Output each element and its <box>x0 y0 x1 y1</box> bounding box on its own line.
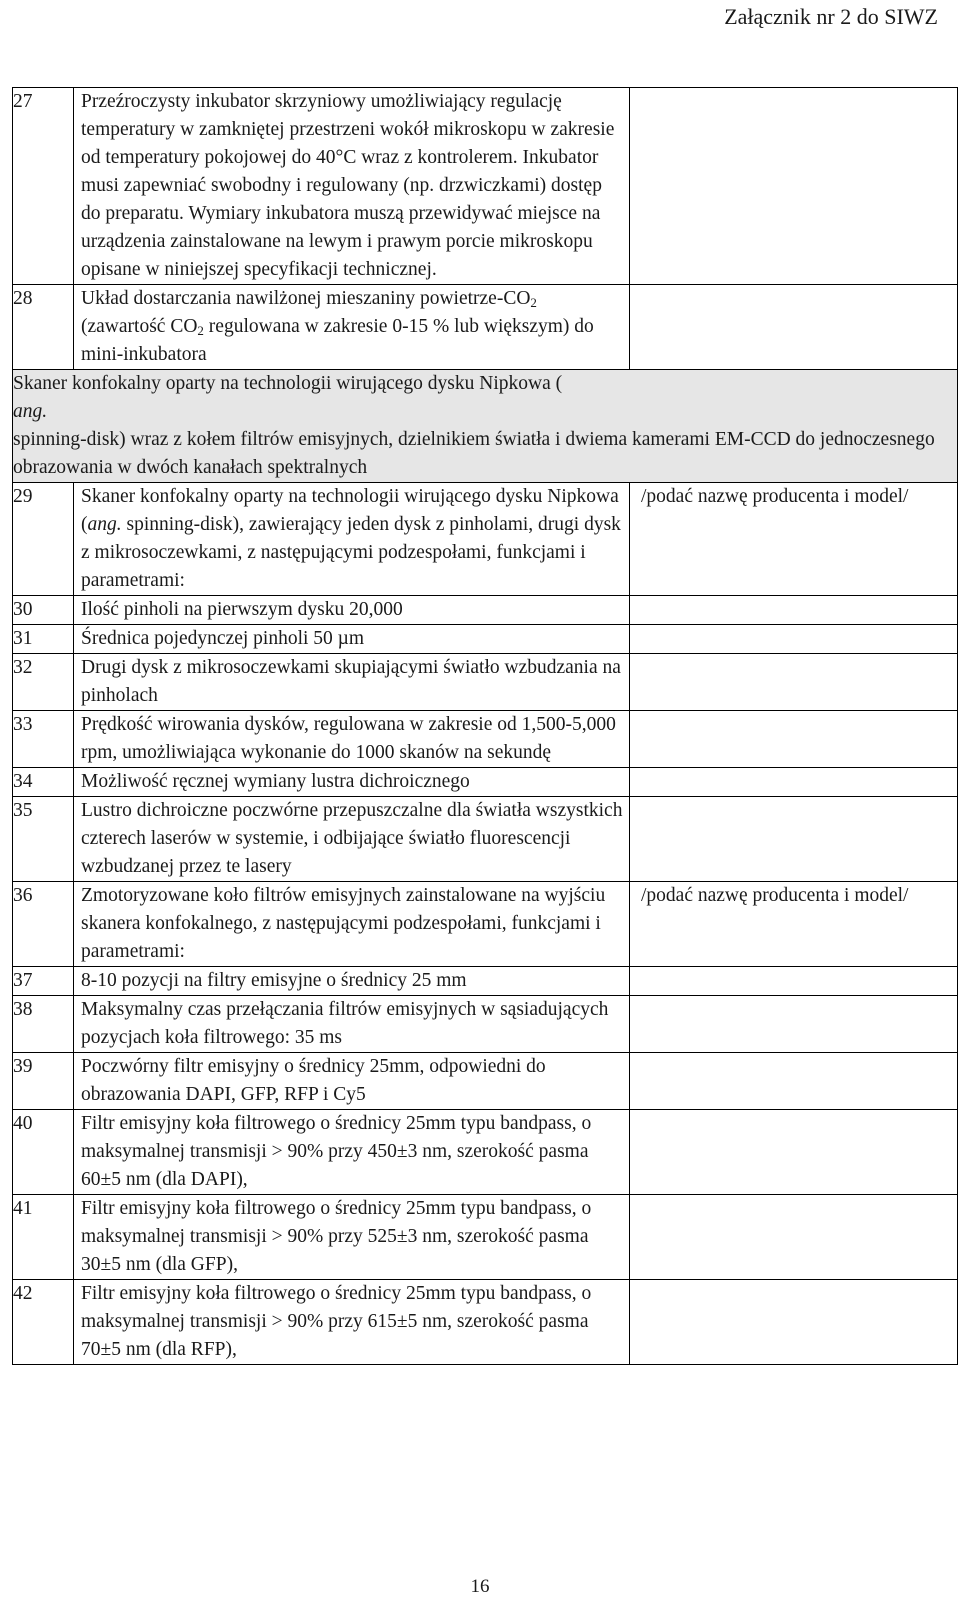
table-row <box>13 1110 958 1195</box>
table-row <box>13 882 958 967</box>
row-number: 31 <box>13 625 74 654</box>
section-heading: Skaner konfokalny oparty na technologii wirującego dysku Nipkowa ( ang. spinning-disk) wraz z kołem filtrów emisyjnych, dzielnikiem światła i dwiema kamerami EM-CCD do jednoczesnego obrazowania w dwóch kanałach spektralnych <box>13 370 958 483</box>
row-number: 37 <box>13 967 74 996</box>
table-row <box>13 1280 958 1365</box>
table-row <box>13 768 958 797</box>
row-description: 8-10 pozycji na filtry emisyjne o średnicy 25 mm <box>74 967 630 996</box>
row-value <box>630 1280 958 1365</box>
row-value <box>630 654 958 711</box>
row-description: Skaner konfokalny oparty na technologii wirującego dysku Nipkowa (ang. spinning-disk), zawierający jeden dysk z pinholami, drugi dysk z mikrosoczewkami, z następującymi podzespołami, funkcjami i parametrami: <box>74 483 630 596</box>
row-number: 35 <box>13 797 74 882</box>
row-description: Przeźroczysty inkubator skrzyniowy umożliwiający regulację temperatury w zamkniętej przestrzeni wokół mikroskopu w zakresie od temperatury pokojowej do 40°C wraz z kontrolerem. Inkubator musi zapewniać swobodny i regulowany (np. drzwiczkami) dostęp do preparatu. Wymiary inkubatora muszą przewidywać miejsce na urządzenia zainstalowane na lewym i prawym porcie mikroskopu opisane w niniejszej specyfikacji technicznej. <box>74 88 630 285</box>
row-number: 36 <box>13 882 74 967</box>
table-row <box>13 625 958 654</box>
table-row <box>13 797 958 882</box>
table-row <box>13 711 958 768</box>
row-number: 28 <box>13 285 74 370</box>
table-row <box>13 1053 958 1110</box>
row-number: 38 <box>13 996 74 1053</box>
table-row <box>13 1195 958 1280</box>
row-description: Ilość pinholi na pierwszym dysku 20,000 <box>74 596 630 625</box>
row-description: Układ dostarczania nawilżonej mieszaniny powietrze-$CO_2$ (zawartość $CO_2$ regulowana w zakresie 0-15 % lub większym) do mini-inkubatora <box>74 285 630 370</box>
row-value <box>630 797 958 882</box>
row-value <box>630 1195 958 1280</box>
row-description: Średnica pojedynczej pinholi 50 µm <box>74 625 630 654</box>
row-number: 33 <box>13 711 74 768</box>
row-value: /podać nazwę producenta i model/ <box>630 483 958 596</box>
row-number: 29 <box>13 483 74 596</box>
row-description: Drugi dysk z mikrosoczewkami skupiającymi światło wzbudzania na pinholach <box>74 654 630 711</box>
row-description: Poczwórny filtr emisyjny o średnicy 25mm, odpowiedni do obrazowania DAPI, GFP, RFP i Cy5 <box>74 1053 630 1110</box>
row-number: 27 <box>13 88 74 285</box>
row-number: 30 <box>13 596 74 625</box>
row-number: 32 <box>13 654 74 711</box>
row-description: Filtr emisyjny koła filtrowego o średnicy 25mm typu bandpass, o maksymalnej transmisji > 90% przy 615±5 nm, szerokość pasma 70±5 nm (dla RFP), <box>74 1280 630 1365</box>
page-number: 16 <box>470 1576 490 1597</box>
row-description: Filtr emisyjny koła filtrowego o średnicy 25mm typu bandpass, o maksymalnej transmisji > 90% przy 450±3 nm, szerokość pasma 60±5 nm (dla DAPI), <box>74 1110 630 1195</box>
row-description: Filtr emisyjny koła filtrowego o średnicy 25mm typu bandpass, o maksymalnej transmisji > 90% przy 525±3 nm, szerokość pasma 30±5 nm (dla GFP), <box>74 1195 630 1280</box>
row-value <box>630 596 958 625</box>
table-row <box>13 596 958 625</box>
row-number: 41 <box>13 1195 74 1280</box>
table-row <box>13 483 958 596</box>
row-number: 39 <box>13 1053 74 1110</box>
table-row <box>13 285 958 370</box>
row-value <box>630 88 958 285</box>
table-row <box>13 654 958 711</box>
table-row <box>13 88 958 285</box>
row-value <box>630 768 958 797</box>
row-value <box>630 967 958 996</box>
specification-table <box>12 87 958 1365</box>
row-number: 40 <box>13 1110 74 1195</box>
row-description: Lustro dichroiczne poczwórne przepuszczalne dla światła wszystkich czterech laserów w systemie, i odbijające światło fluorescencji wzbudzanej przez te lasery <box>74 797 630 882</box>
row-value <box>630 711 958 768</box>
table-row <box>13 996 958 1053</box>
table-row <box>13 967 958 996</box>
row-value <box>630 285 958 370</box>
row-value: /podać nazwę producenta i model/ <box>630 882 958 967</box>
row-description: Zmotoryzowane koło filtrów emisyjnych zainstalowane na wyjściu skanera konfokalnego, z następującymi podzespołami, funkcjami i parametrami: <box>74 882 630 967</box>
row-number: 34 <box>13 768 74 797</box>
row-value <box>630 625 958 654</box>
row-value <box>630 996 958 1053</box>
row-description: Prędkość wirowania dysków, regulowana w zakresie od 1,500-5,000 rpm, umożliwiająca wykonanie do 1000 skanów na sekundę <box>74 711 630 768</box>
row-value <box>630 1053 958 1110</box>
row-description: Maksymalny czas przełączania filtrów emisyjnych w sąsiadujących pozycjach koła filtrowego: 35 ms <box>74 996 630 1053</box>
row-value <box>630 1110 958 1195</box>
row-description: Możliwość ręcznej wymiany lustra dichroicznego <box>74 768 630 797</box>
section-heading-row <box>13 370 958 483</box>
row-number: 42 <box>13 1280 74 1365</box>
document-header: Załącznik nr 2 do SIWZ <box>724 4 938 29</box>
